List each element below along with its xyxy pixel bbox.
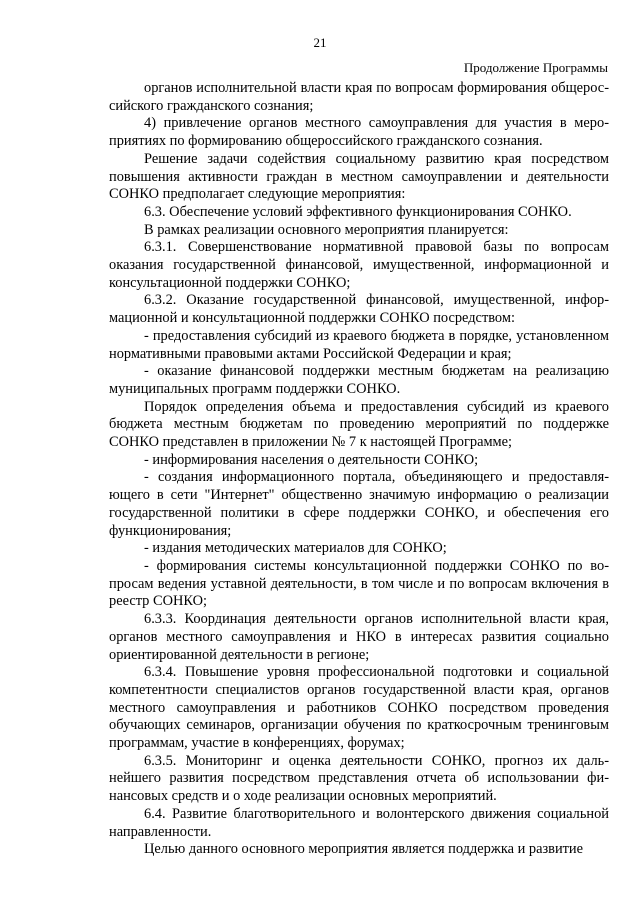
paragraph: 6.4. Развитие благотворительного и волонтерского движения социальной направленности. bbox=[109, 805, 609, 840]
paragraph: - информирования населения о деятельности СОНКО; bbox=[144, 451, 479, 468]
paragraph: Целью данного основного мероприятия является поддержка и развитие bbox=[144, 841, 584, 858]
paragraph: 6.3.5. Мониторинг и оценка деятельности СОНКО, прогноз их дальнейшего развития посредством представления отчета об использовании финансовых средств и о ходе реализации основных мероприятий. bbox=[109, 752, 609, 805]
body-text bbox=[109, 80, 609, 859]
paragraph: - издания методических материалов для СОНКО; bbox=[144, 540, 447, 557]
paragraph: Решение задачи содействия социальному развитию края посредством повышения активности граждан в местном самоуправлении и деятельности СОНКО предполагает следующие мероприятия: bbox=[109, 150, 609, 203]
paragraph: 6.3. Обеспечение условий эффективного функционирования СОНКО. bbox=[144, 203, 572, 220]
paragraph: - оказание финансовой поддержки местным бюджетам на реализацию муниципальных программ поддержки СОНКО. bbox=[109, 363, 609, 397]
paragraph: 6.3.2. Оказание государственной финансовой, имущественной, информационной и консультационной поддержки СОНКО посредством: bbox=[109, 292, 609, 327]
paragraph: - предоставления субсидий из краевого бюджета в порядке, установленном нормативными правовыми актами Российской Федерации и края; bbox=[109, 327, 609, 362]
paragraph: - формирования системы консультационной поддержки СОНКО по вопросам ведения уставной деятельности, в том числе и по вопросам включения в реестр СОНКО; bbox=[109, 557, 609, 610]
paragraph: 6.3.3. Координация деятельности органов исполнительной власти края, органов местного самоуправления и НКО в интересах развития социально ориентированной деятельности в регионе; bbox=[109, 611, 609, 663]
page-number: 21 bbox=[313, 35, 327, 50]
paragraph: - создания информационного портала, объединяющего и предоставляющего в сети "Интернет" общественно значимую информацию о реализации государственной политики в сфере поддержки СОНКО, и обеспечения его функционирования; bbox=[109, 469, 609, 539]
paragraph: 6.3.1. Совершенствование нормативной правовой базы по вопросам оказания государственной финансовой, имущественной, информационной и консультационной поддержки СОНКО; bbox=[109, 239, 609, 291]
paragraph: В рамках реализации основного мероприятия планируется: bbox=[144, 221, 509, 238]
paragraph: органов исполнительной власти края по вопросам формирования общероссийского гражданского сознания; bbox=[109, 80, 609, 114]
paragraph: 6.3.4. Повышение уровня профессиональной подготовки и социальной компетентности специалистов органов государственной власти края, органов местного самоуправления и работников СОНКО посредством проведения обучающих семинаров, организации обучения по краткосрочным тренинговым программам, участие в конференциях, форумах; bbox=[109, 664, 609, 752]
paragraph: 4) привлечение органов местного самоуправления для участия в мероприятиях по формированию общероссийского гражданского сознания. bbox=[109, 115, 609, 150]
continuation-label: Продолжение Программы bbox=[463, 60, 608, 75]
paragraph: Порядок определения объема и предоставления субсидий из краевого бюджета местным бюджетам по проведению мероприятий по поддержке СОНКО представлен в приложении № 7 к настоящей Программе; bbox=[109, 398, 609, 451]
